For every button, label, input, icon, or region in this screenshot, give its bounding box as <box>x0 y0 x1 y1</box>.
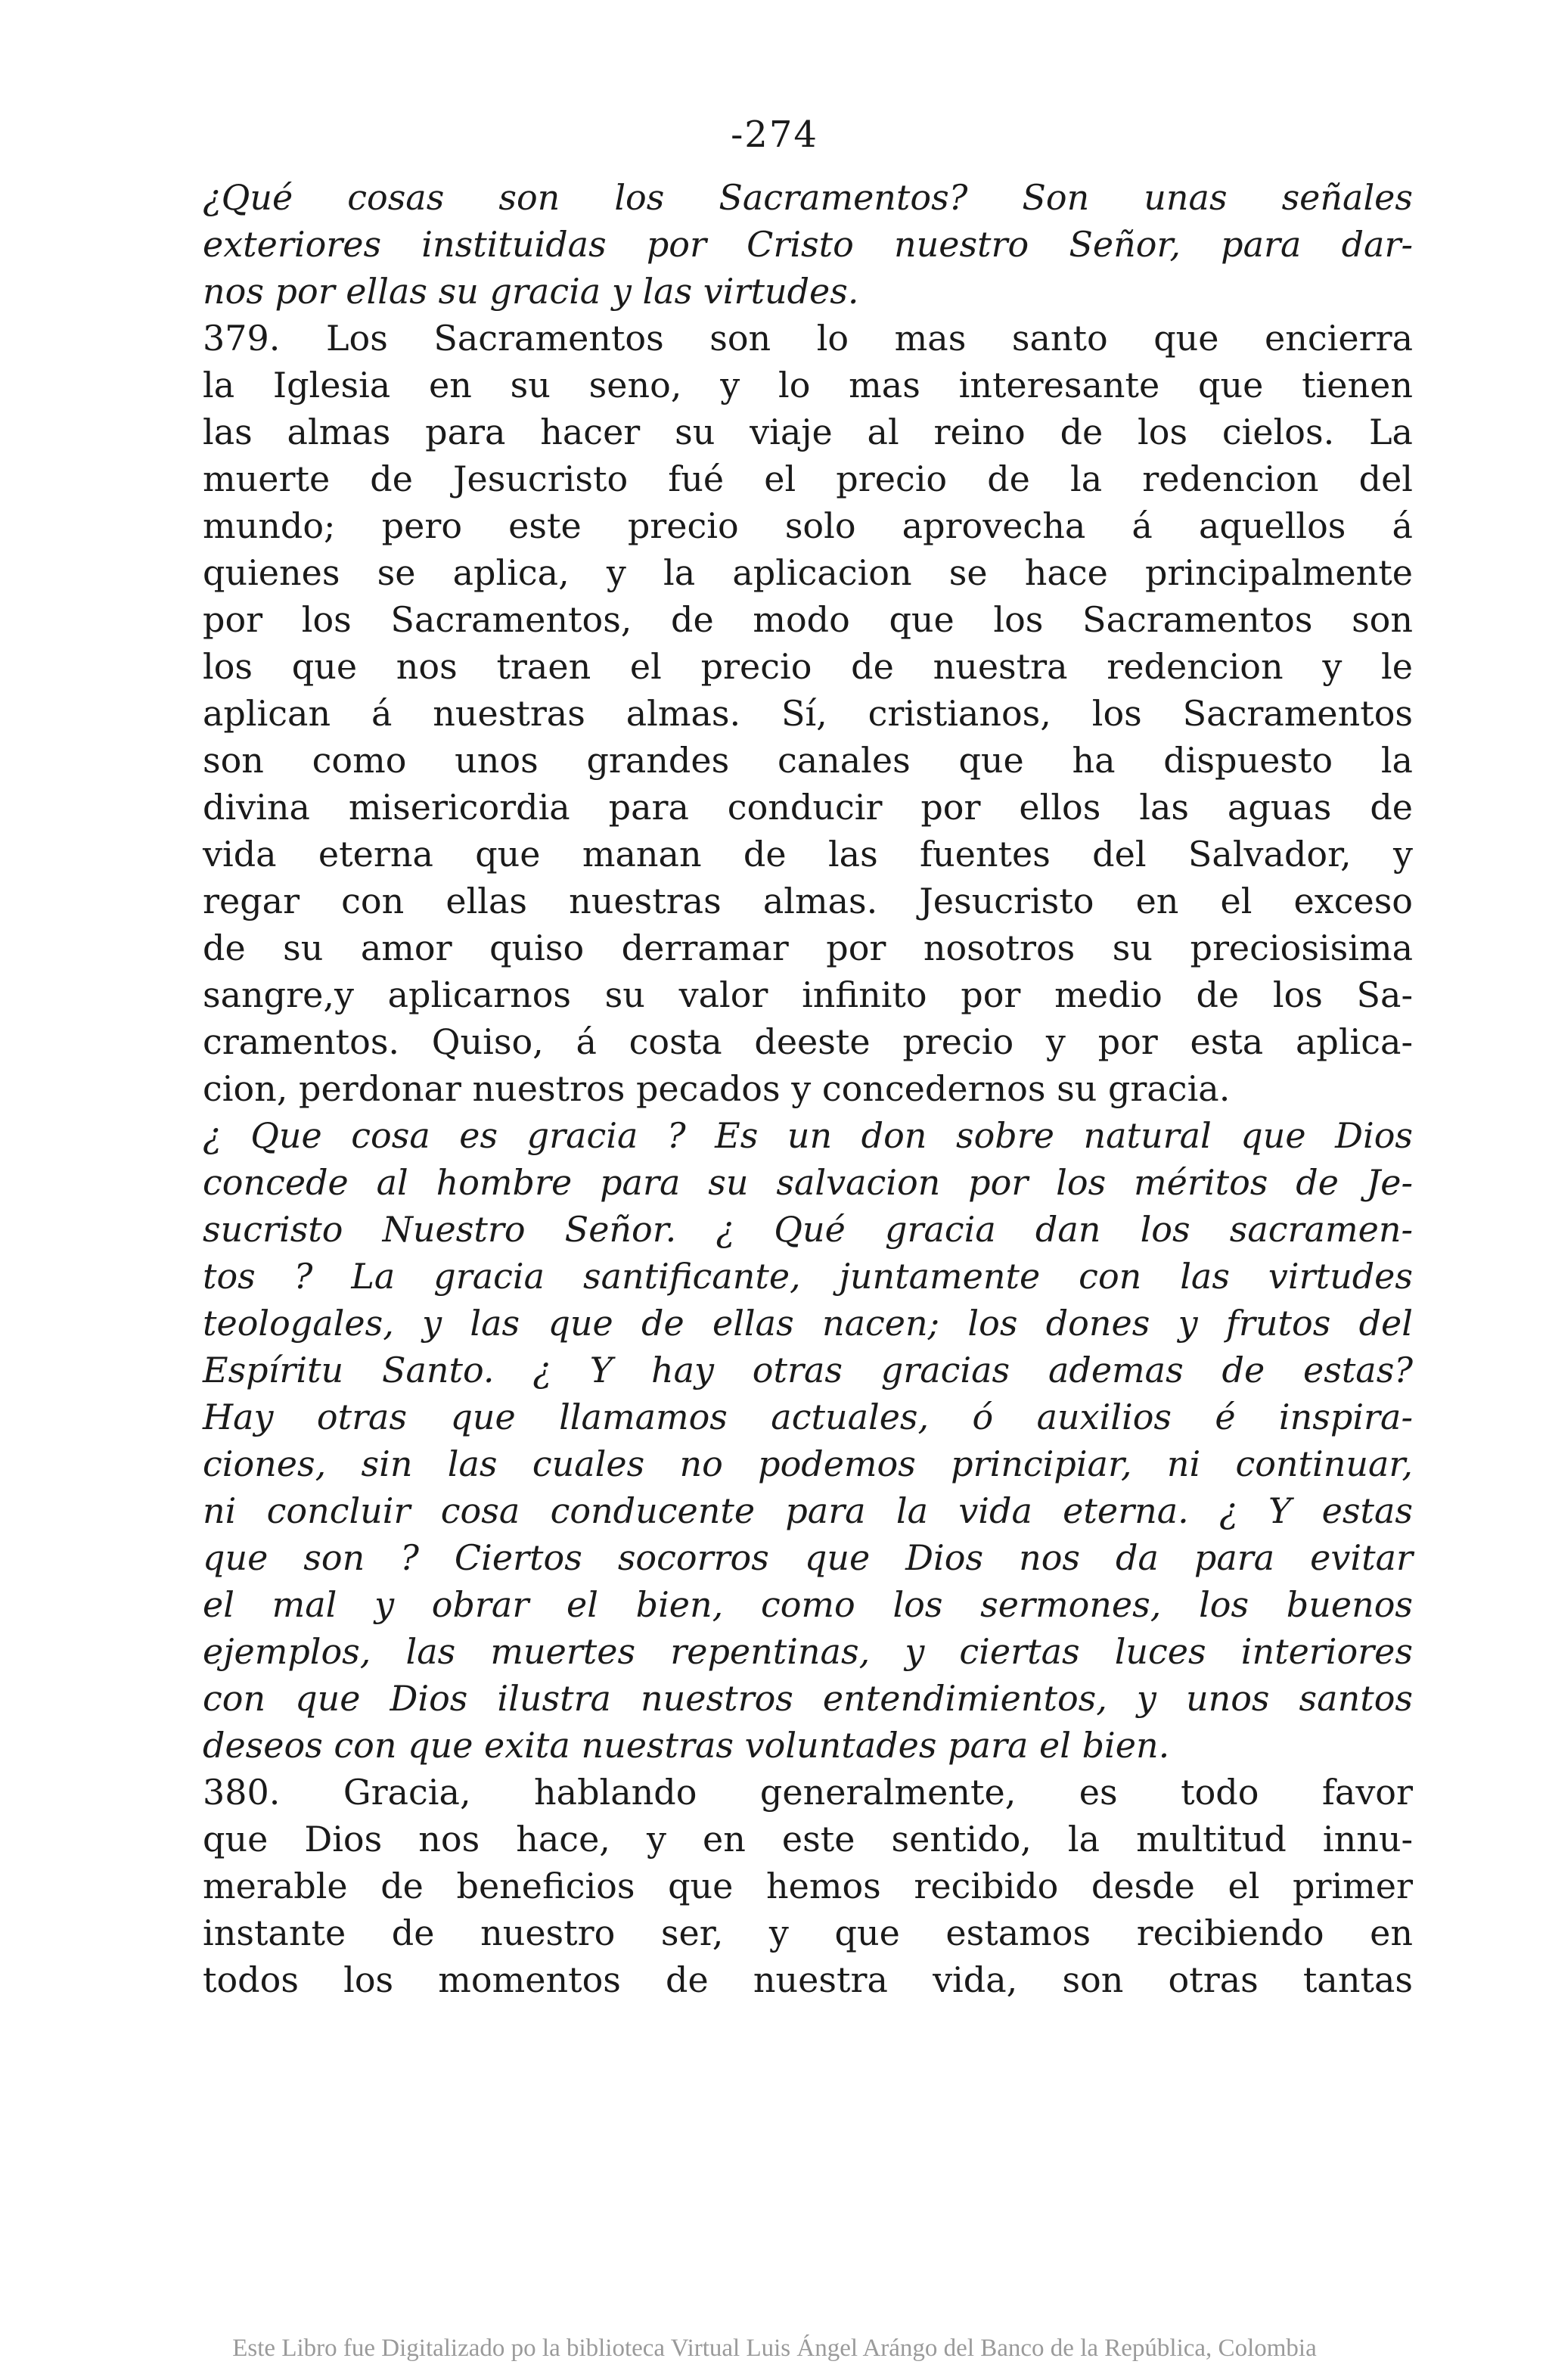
text-line: que son ? Ciertos socorros que Dios nos da para evitar <box>203 1537 1413 1578</box>
text-line: mundo; pero este precio solo aprovecha á aquellos á <box>203 505 1413 546</box>
text-line: ejemplos, las muertes repentinas, y ciertas luces interiores <box>203 1631 1413 1672</box>
text-line: que Dios nos hace, y en este sentido, la multitud innu- <box>203 1819 1413 1860</box>
text-line: sucristo Nuestro Señor. ¿ Qué gracia dan los sacramen- <box>203 1209 1413 1250</box>
text-line: divina misericordia para conducir por ellos las aguas de <box>203 787 1413 828</box>
text-line: la Iglesia en su seno, y lo mas interesante que tienen <box>203 365 1413 405</box>
text-line: tos ? La gracia santificante, juntamente con las virtudes <box>203 1256 1413 1297</box>
text-line: cramentos. Quiso, á costa deeste precio y por esta aplica- <box>203 1021 1413 1062</box>
text-line: aplican á nuestras almas. Sí, cristianos, los Sacramentos <box>203 693 1413 734</box>
text-line: teologales, y las que de ellas nacen; los dones y frutos del <box>203 1303 1413 1344</box>
text-line: 380. Gracia, hablando generalmente, es todo favor <box>203 1772 1413 1813</box>
text-line: de su amor quiso derramar por nosotros su preciosisima <box>203 927 1413 968</box>
text-line: todos los momentos de nuestra vida, son otras tantas <box>203 1959 1413 2000</box>
text-line: cion, perdonar nuestros pecados y concedernos su gracia. <box>203 1068 1231 1109</box>
text-line: regar con ellas nuestras almas. Jesucristo en el exceso <box>203 881 1413 921</box>
text-line: vida eterna que manan de las fuentes del Salvador, y <box>203 834 1413 875</box>
text-line: sangre,y aplicarnos su valor infinito por medio de los Sa- <box>203 974 1413 1015</box>
text-line: ni concluir cosa conducente para la vida eterna. ¿ Y estas <box>203 1490 1413 1531</box>
text-line: por los Sacramentos, de modo que los Sacramentos son <box>203 599 1413 640</box>
body-text <box>203 174 1413 2003</box>
text-line: ciones, sin las cuales no podemos principiar, ni continuar, <box>203 1443 1413 1484</box>
text-line: los que nos traen el precio de nuestra redencion y le <box>203 646 1413 687</box>
page-number: -274 <box>731 113 818 156</box>
text-line: el mal y obrar el bien, como los sermones, los buenos <box>203 1584 1413 1625</box>
text-line: son como unos grandes canales que ha dispuesto la <box>203 740 1413 781</box>
text-line: merable de beneficios que hemos recibido desde el primer <box>203 1866 1413 1906</box>
text-line: Hay otras que llamamos actuales, ó auxilios é inspira- <box>203 1397 1413 1437</box>
text-line: nos por ellas su gracia y las virtudes. <box>203 271 859 312</box>
text-line: 379. Los Sacramentos son lo mas santo que encierra <box>203 318 1413 359</box>
text-line: concede al hombre para su salvacion por los méritos de Je- <box>203 1162 1413 1203</box>
text-line: muerte de Jesucristo fué el precio de la redencion del <box>203 458 1413 499</box>
text-line: con que Dios ilustra nuestros entendimientos, y unos santos <box>203 1678 1413 1719</box>
text-line: las almas para hacer su viaje al reino de los cielos. La <box>203 412 1413 452</box>
text-line: ¿Qué cosas son los Sacramentos? Son unas señales <box>203 177 1413 218</box>
text-line: ¿ Que cosa es gracia ? Es un don sobre natural que Dios <box>203 1115 1413 1156</box>
text-line: exteriores instituidas por Cristo nuestro Señor, para dar- <box>203 224 1413 265</box>
text-line: instante de nuestro ser, y que estamos recibiendo en <box>203 1912 1413 1953</box>
digitization-credit: Este Libro fue Digitalizado po la biblioteca Virtual Luis Ángel Arángo del Banco de la República, Colombia <box>232 2335 1317 2362</box>
text-line: deseos con que exita nuestras voluntades para el bien. <box>203 1725 1170 1766</box>
text-line: Espíritu Santo. ¿ Y hay otras gracias ademas de estas? <box>203 1350 1413 1390</box>
text-line: quienes se aplica, y la aplicacion se hace principalmente <box>203 552 1413 593</box>
